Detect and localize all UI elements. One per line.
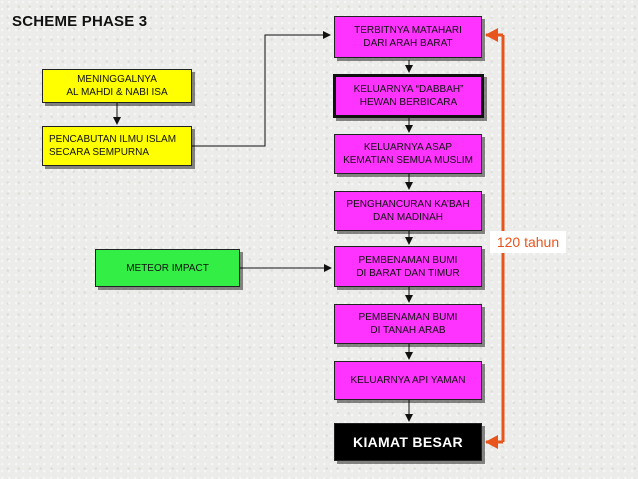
step-7-label: KELUARNYA API YAMAN — [350, 375, 466, 386]
step-2-label: KELUARNYA “DABBAH” HEWAN BERBICARA — [353, 84, 464, 108]
step-pembenaman-tanah-arab — [334, 304, 482, 344]
step-6-label: PEMBENAMAN BUMI DI TANAH ARAB — [358, 312, 458, 336]
box-meteor-impact-label: METEOR IMPACT — [126, 262, 209, 274]
span-label-120-tahun: 120 tahun — [490, 231, 566, 253]
box-pencabutan-ilmu — [42, 126, 192, 166]
step-asap-kematian — [334, 134, 482, 174]
step-api-yaman — [334, 361, 482, 400]
step-dabbah — [333, 74, 484, 118]
step-terbitnya-matahari — [334, 16, 482, 58]
step-4-label: PENGHANCURAN KA’BAH DAN MADINAH — [346, 199, 470, 223]
step-kiamat-besar — [334, 423, 482, 461]
diagram-title: SCHEME PHASE 3 — [12, 13, 148, 30]
box-pencabutan-ilmu-label: PENCABUTAN ILMU ISLAM SECARA SEMPURNA — [49, 134, 177, 158]
step-3-label: KELUARNYA ASAP KEMATIAN SEMUA MUSLIM — [343, 142, 473, 166]
step-5-label: PEMBENAMAN BUMI DI BARAT DAN TIMUR — [356, 254, 460, 279]
box-mahdi-isa — [42, 69, 192, 103]
step-penghancuran-kabah — [334, 191, 482, 231]
box-mahdi-isa-label: MENINGGALNYA AL MAHDI & NABI ISA — [66, 74, 168, 98]
box-meteor-impact — [95, 249, 240, 287]
step-1-label: TERBITNYA MATAHARI DARI ARAH BARAT — [354, 25, 462, 49]
step-pembenaman-barat-timur — [334, 246, 482, 287]
flow-arrow-pencabutan — [192, 35, 330, 146]
step-8-label: KIAMAT BESAR — [353, 433, 463, 450]
